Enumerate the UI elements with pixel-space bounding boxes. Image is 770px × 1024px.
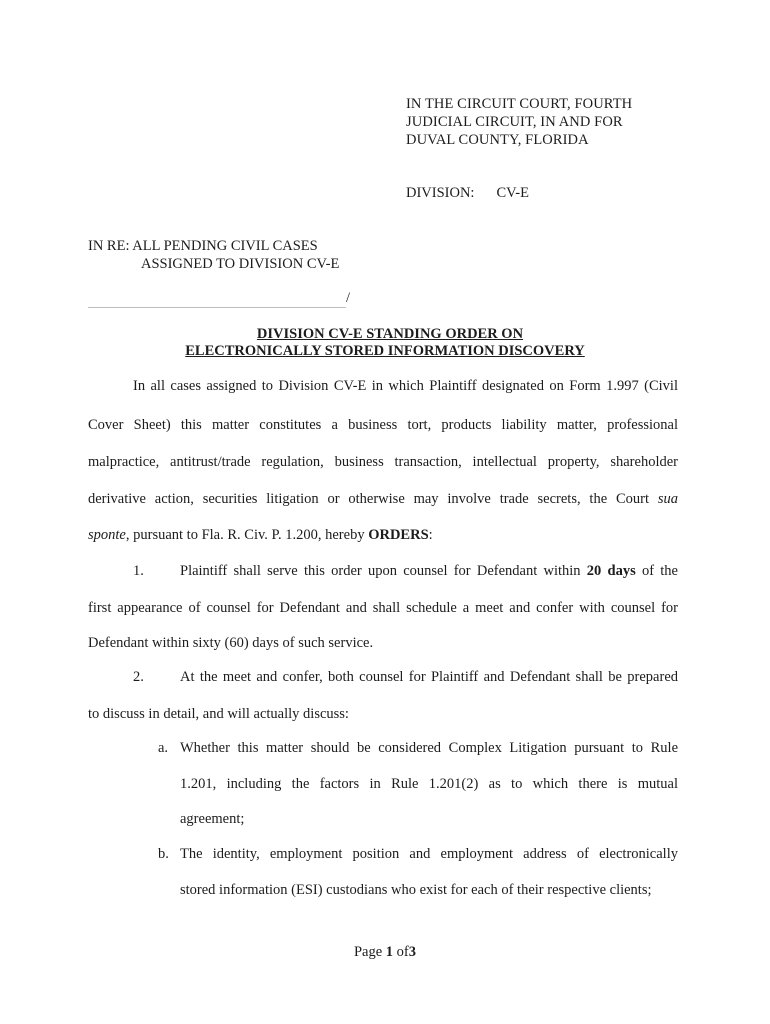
text-line: agreement; [180, 811, 245, 827]
latin-term: sponte [88, 527, 126, 543]
item-number: 1. [133, 563, 144, 579]
text-line: malpractice, antitrust/trade regulation, business transaction, intellectual property, shareholder [88, 454, 678, 470]
court-caption-line: IN THE CIRCUIT COURT, FOURTH [406, 96, 633, 112]
page-total: 3 [408, 944, 417, 960]
division-line [406, 185, 529, 202]
division-value: CV-E [496, 185, 529, 201]
page-label: Page [353, 944, 383, 960]
court-caption-line: JUDICIAL CIRCUIT, IN AND FOR [406, 114, 623, 130]
orders-keyword: ORDERS [368, 527, 429, 543]
text-line: to discuss in detail, and will actually discuss: [88, 706, 349, 722]
deadline-emphasis: 20 days [586, 563, 636, 579]
title-line: ELECTRONICALLY STORED INFORMATION DISCOVERY [185, 343, 585, 359]
text-line: Cover Sheet) this matter constitutes a business tort, products liability matter, professional [88, 417, 678, 433]
in-re-line: IN RE: ALL PENDING CIVIL CASES [88, 238, 318, 254]
text-line: Whether this matter should be considered Complex Litigation pursuant to Rule [180, 740, 678, 756]
item-number: 2. [133, 669, 144, 685]
text-line: Defendant within sixty (60) days of such service. [88, 635, 374, 651]
of-label: of [396, 944, 409, 960]
division-label: DIVISION: [406, 185, 475, 201]
text-line: 1.201, including the factors in Rule 1.201(2) as to which there is mutual [180, 776, 678, 792]
latin-term: sua [657, 491, 678, 507]
text-line: The identity, employment position and employment address of electronically [180, 846, 678, 862]
text-line: derivative action, securities litigation or otherwise may involve trade secrets, the Court sua [88, 491, 678, 507]
court-caption [406, 95, 632, 149]
text-line: sponte, pursuant to Fla. R. Civ. P. 1.200, hereby ORDERS: [88, 527, 433, 543]
page-footer [0, 944, 770, 961]
court-caption-line: DUVAL COUNTY, FLORIDA [406, 132, 589, 148]
document-title [0, 326, 770, 360]
page-number: 1 [385, 944, 394, 960]
text-line: At the meet and confer, both counsel for Plaintiff and Defendant shall be prepared [180, 669, 678, 685]
text-line: In all cases assigned to Division CV-E in which Plaintiff designated on Form 1.997 (Civil [133, 378, 678, 394]
title-line: DIVISION CV-E STANDING ORDER ON [256, 326, 524, 342]
sub-item-letter: a. [158, 740, 169, 756]
caption-separator [88, 307, 346, 308]
separator-slash: / [346, 290, 351, 306]
text-line: stored information (ESI) custodians who exist for each of their respective clients; [180, 882, 652, 898]
text-line: first appearance of counsel for Defendant and shall schedule a meet and confer with counsel for [88, 600, 678, 616]
in-re-line: ASSIGNED TO DIVISION CV-E [141, 256, 340, 272]
text-line: Plaintiff shall serve this order upon counsel for Defendant within 20 days of the [180, 563, 678, 579]
in-re-block [88, 237, 339, 273]
sub-item-letter: b. [158, 846, 169, 862]
